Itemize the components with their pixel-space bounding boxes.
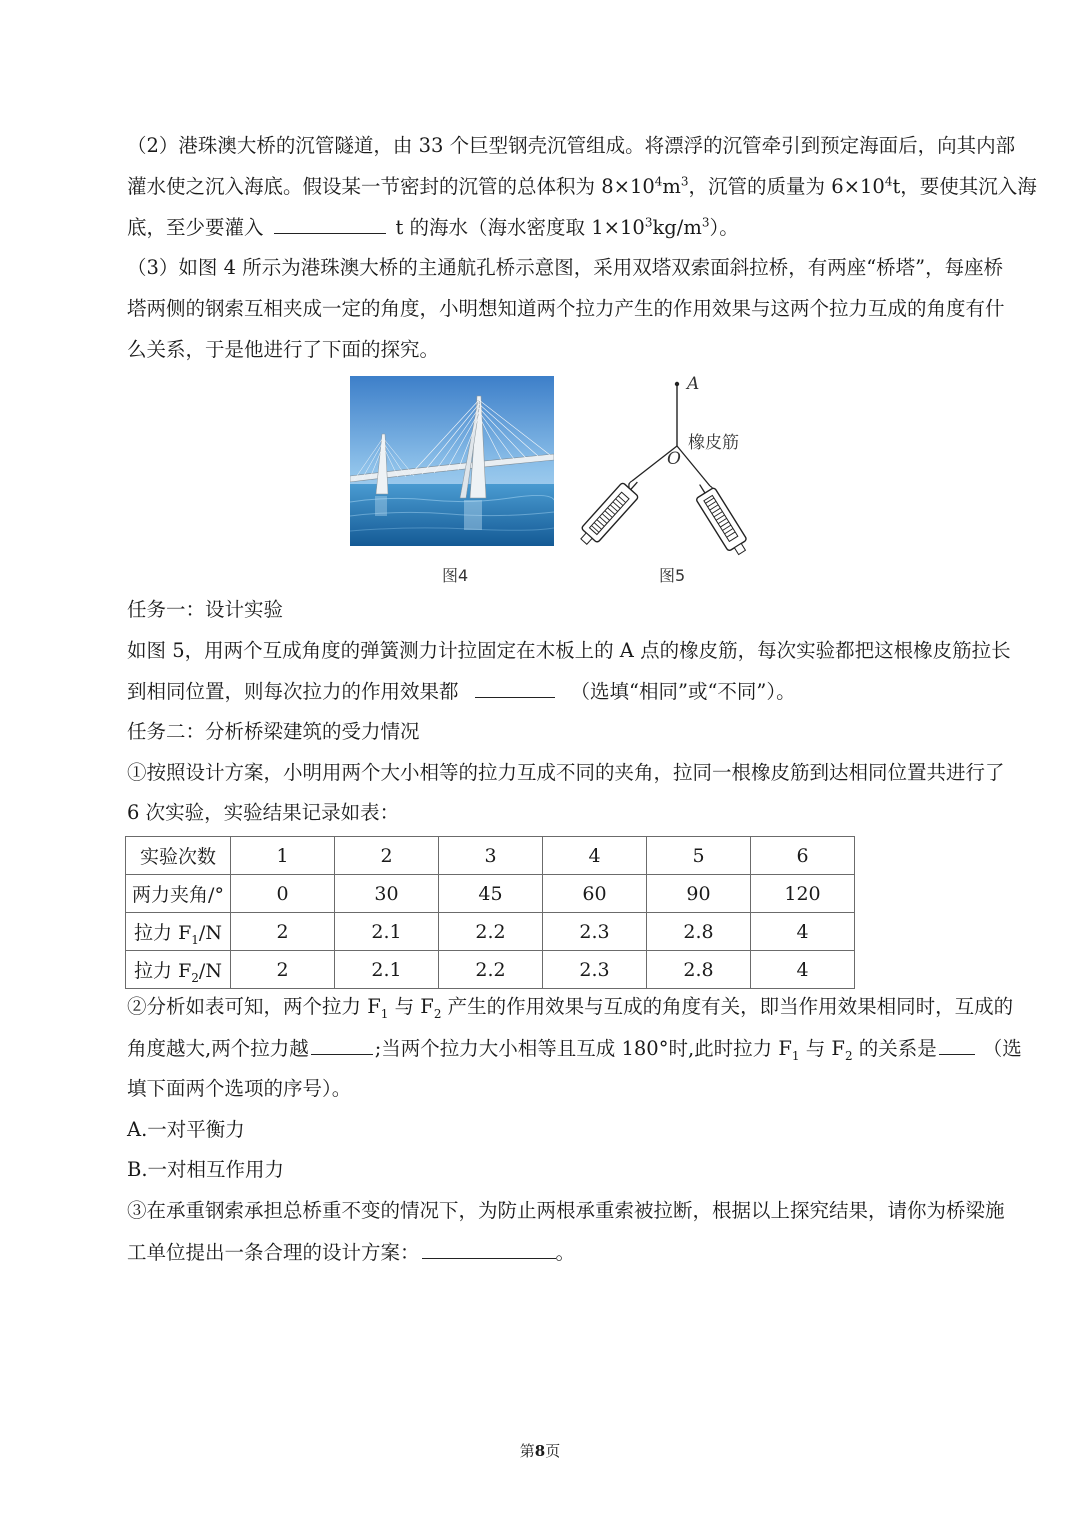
task2-title: 任务二：分析桥梁建筑的受力情况: [127, 720, 420, 743]
table-cell: 0: [231, 875, 335, 913]
part2-line1: （2）港珠澳大桥的沉管隧道，由 33 个巨型钢壳沉管组成。将漂浮的沉管牵引到预定海面后，向其内部: [127, 134, 1016, 157]
page-number-value: 8: [534, 1442, 546, 1460]
task1-line2: [127, 677, 796, 706]
table-cell: 2: [335, 837, 439, 875]
table-cell: 3: [439, 837, 543, 875]
table-row: [126, 913, 855, 951]
table-cell: 5: [647, 837, 751, 875]
rubber-band-label: 橡皮筋: [688, 433, 739, 453]
table-cell: 90: [647, 875, 751, 913]
subscript: 1: [791, 1048, 800, 1063]
table-cell: 2: [231, 951, 335, 989]
text: 与 F: [799, 1037, 845, 1060]
table-cell: 2.8: [647, 913, 751, 951]
text: 底，至少要灌入: [127, 216, 264, 239]
text: ②分析如表可知，两个拉力 F: [127, 995, 381, 1018]
part3-line1: （3）如图 4 所示为港珠澳大桥的主通航孔桥示意图，采用双塔双索面斜拉桥，有两座“桥塔”，每座桥: [127, 256, 1004, 279]
spring-scale-diagram: [560, 374, 760, 559]
answer-blank-relation[interactable]: [939, 1034, 975, 1055]
figure-5-caption: 图5: [659, 566, 686, 585]
table-cell: 1: [231, 837, 335, 875]
text: 第: [519, 1442, 535, 1460]
task2-step2-line2: [127, 1034, 1022, 1063]
table-cell: 4: [751, 951, 855, 989]
figures-area: [350, 374, 760, 589]
superscript: 3: [644, 215, 653, 230]
task1-title: 任务一：设计实验: [127, 598, 284, 621]
option-b: B.一对相互作用力: [127, 1158, 285, 1181]
table-cell: 2.3: [543, 951, 647, 989]
table-cell: 2.8: [647, 951, 751, 989]
subscript: 1: [191, 932, 199, 947]
answer-blank-design[interactable]: [422, 1238, 556, 1259]
text: （选填“相同”或“不同”）。: [570, 680, 796, 703]
text: ;当两个拉力大小相等且互成 180°时,此时拉力 F: [374, 1037, 792, 1060]
table-cell: 2.1: [335, 913, 439, 951]
text: m: [662, 175, 681, 198]
answer-blank-effect[interactable]: [475, 677, 555, 698]
superscript: 3: [680, 174, 689, 189]
part2-line3: [127, 213, 739, 242]
task2-step3-line2: [127, 1238, 575, 1267]
table-cell: 2.1: [335, 951, 439, 989]
text: ）。: [709, 216, 739, 239]
superscript: 4: [884, 174, 893, 189]
table-cell: 2.2: [439, 951, 543, 989]
task2-step1-line1: ①按照设计方案，小明用两个大小相等的拉力互成不同的夹角，拉同一根橡皮筋到达相同位置共进行了: [127, 761, 1005, 784]
text: 页: [545, 1442, 561, 1460]
table-cell: 2: [231, 913, 335, 951]
subscript: 2: [191, 970, 199, 985]
option-a: A.一对平衡力: [127, 1118, 245, 1141]
figure-4-caption: 图4: [442, 566, 469, 585]
task1-line1: 如图 5，用两个互成角度的弹簧测力计拉固定在木板上的 A 点的橡皮筋，每次实验都把这根橡皮筋拉长: [127, 639, 1011, 662]
table-cell: 2.3: [543, 913, 647, 951]
answer-blank-force-trend[interactable]: [311, 1034, 373, 1055]
table-cell: 6: [751, 837, 855, 875]
table-row: [126, 837, 855, 875]
text: 。: [555, 1241, 576, 1264]
text: 拉力 F: [134, 960, 192, 982]
table-cell: 2.2: [439, 913, 543, 951]
text: t，要使其沉入海: [892, 175, 1037, 198]
experiment-table: [125, 836, 855, 989]
text: 工单位提出一条合理的设计方案：: [127, 1241, 420, 1264]
text: 灌水使之沉入海底。假设某一节密封的沉管的总体积为 8×10: [127, 175, 655, 198]
text: （选: [982, 1037, 1022, 1060]
subscript: 2: [433, 1006, 442, 1021]
task2-step2-line3: 填下面两个选项的序号）。: [127, 1077, 352, 1100]
row-label: 两力夹角/°: [126, 875, 231, 913]
page-number: [0, 1440, 1080, 1461]
table-cell: 30: [335, 875, 439, 913]
part3-line2: 塔两侧的钢索互相夹成一定的角度，小明想知道两个拉力产生的作用效果与这两个拉力互成的角度有什: [127, 297, 1005, 320]
subscript: 1: [380, 1006, 389, 1021]
text: 的关系是: [852, 1037, 937, 1060]
row-label: 实验次数: [126, 837, 231, 875]
text: t 的海水（海水密度取 1×10: [395, 216, 645, 239]
part3-line3: 么关系，于是他进行了下面的探究。: [127, 338, 440, 361]
task2-step2-line1: [127, 993, 1013, 1021]
subscript: 2: [844, 1048, 853, 1063]
task2-step3-line1: ③在承重钢索承担总桥重不变的情况下，为防止两根承重索被拉断，根据以上探究结果，请你为桥梁施: [127, 1199, 1005, 1222]
text: 与 F: [388, 995, 434, 1018]
answer-blank-water-mass[interactable]: [274, 213, 386, 234]
point-o-label: O: [667, 449, 681, 469]
text: kg/m: [652, 216, 702, 239]
text: 角度越大,两个拉力越: [127, 1037, 309, 1060]
task2-step1-line2: 6 次实验，实验结果记录如表：: [127, 801, 400, 824]
table-cell: 45: [439, 875, 543, 913]
text: /N: [198, 960, 222, 982]
row-label: [126, 913, 231, 951]
point-a-label: A: [687, 374, 700, 394]
table-row: [126, 875, 855, 913]
table-cell: 4: [751, 913, 855, 951]
text: 拉力 F: [134, 922, 192, 944]
table-cell: 120: [751, 875, 855, 913]
superscript: 4: [654, 174, 663, 189]
superscript: 3: [701, 215, 710, 230]
table-cell: 4: [543, 837, 647, 875]
text: ，沉管的质量为 6×10: [688, 175, 885, 198]
text: 产生的作用效果与互成的角度有关，即当作用效果相同时，互成的: [441, 995, 1014, 1018]
text: /N: [198, 922, 222, 944]
table-row: [126, 951, 855, 989]
bridge-photo: [350, 376, 554, 546]
text: 到相同位置，则每次拉力的作用效果都: [127, 680, 459, 703]
part2-line2: [127, 173, 1037, 201]
table-cell: 60: [543, 875, 647, 913]
row-label: [126, 951, 231, 989]
